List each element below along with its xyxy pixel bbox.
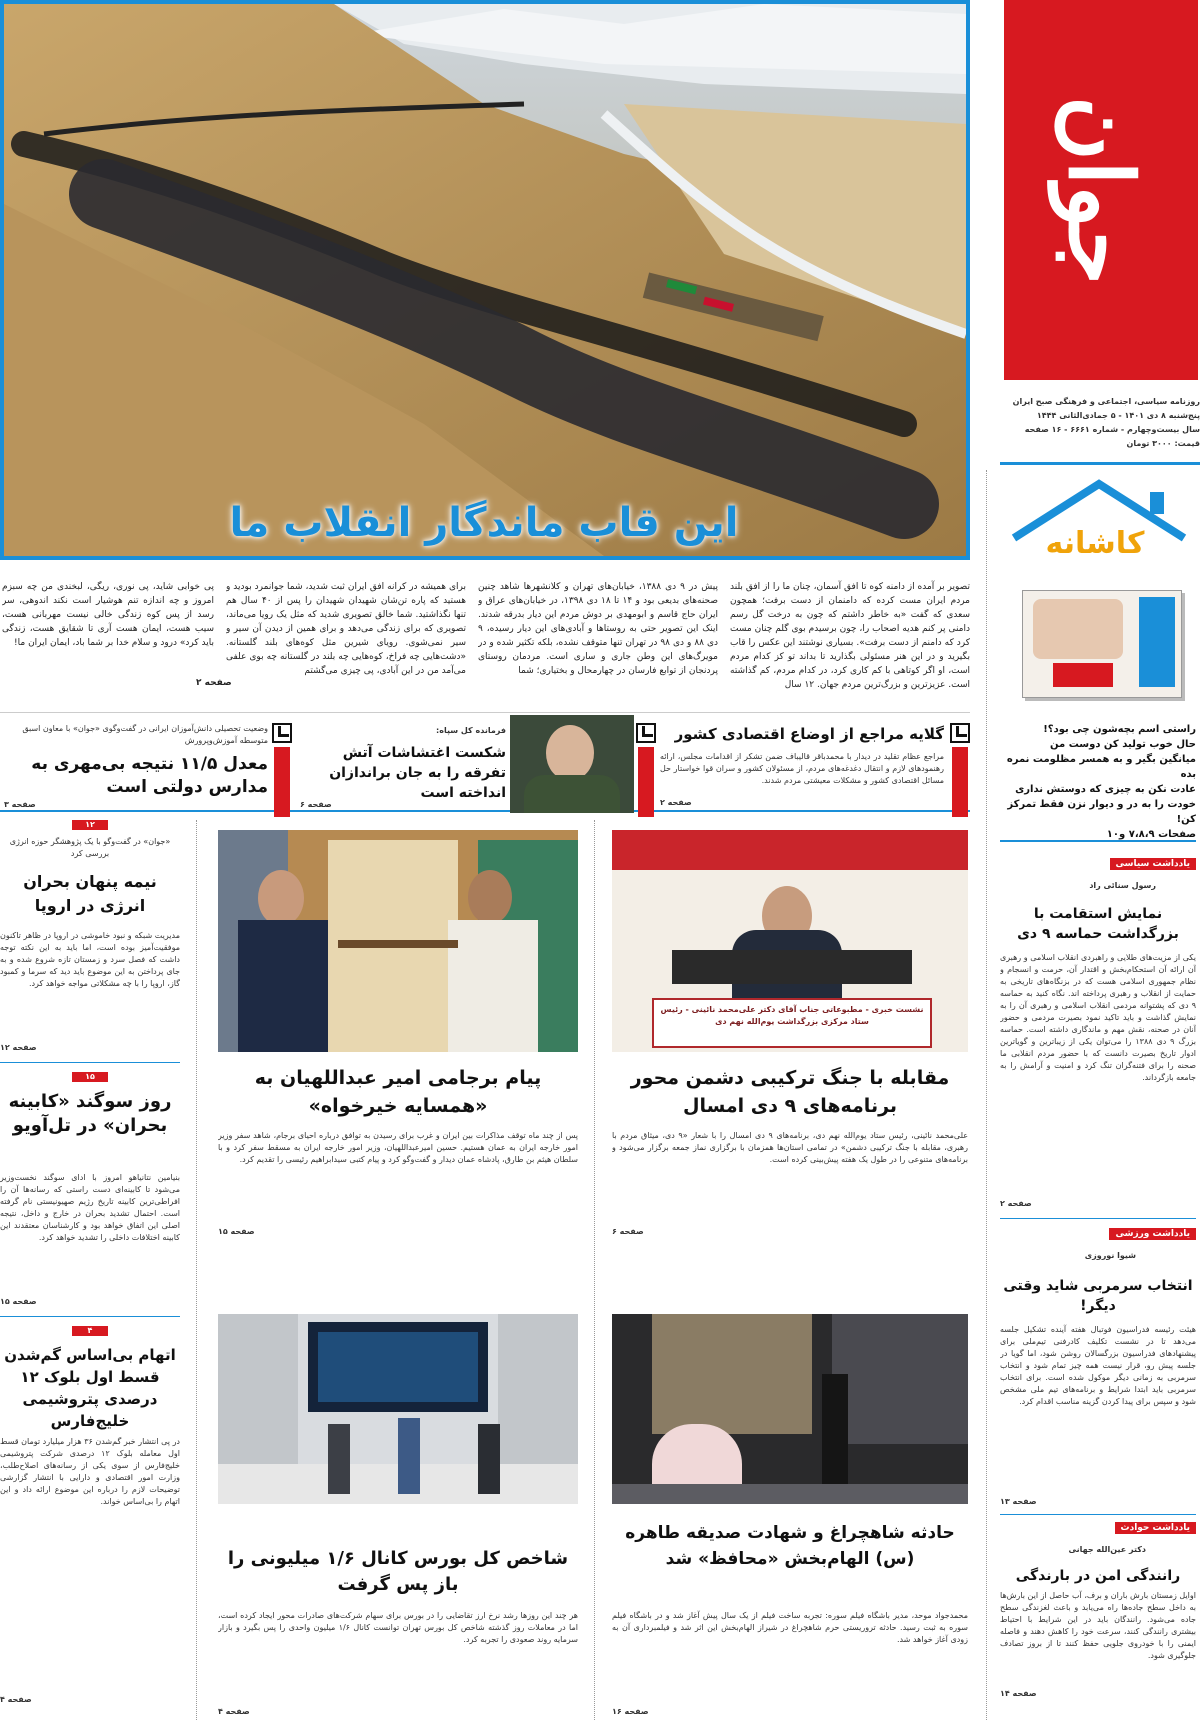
press-conference-photo	[612, 830, 968, 1052]
note1-page: صفحه ۲	[1000, 1199, 1032, 1208]
energy-page: صفحه ۱۲	[0, 1043, 37, 1052]
salami-title[interactable]: شکست اغتشاشات آتش تفرقه را به جان براندازان انداخته است	[329, 745, 506, 801]
masthead-date: پنج‌شنبه ۸ دی ۱۴۰۱ - ۵ جمادی‌الثانی ۱۴۴۴	[1036, 411, 1200, 420]
lead-col-2: پیش در ۹ دی ۱۳۸۸، خیابان‌های تهران و کلانشهرها شاهد چنین صحنه‌های بدیعی بود و ۱۴ تا ۱۸ دی ۱۳۹۸، در خیابان‌های عراق و ایران حاج قاسم و ابومهدی بر دوش مردم این ‌دیار بدرقه شدند. اینک این تصویر حتی به روستاها و آبادی‌های این دیار رسیده، ۹ دی ۸۸ و دی ۹۸ در تهران تنها متوقف نشده، بلکه تکثیر شده و در مویرگ‌های این وطن جاری و ساری است. مردمان روستای پردنجان از توابع فارسان در چهارمحال و بختیاری؛ شما	[478, 582, 718, 676]
note2-tag: یادداشت ورزشی	[1109, 1228, 1196, 1240]
list-item[interactable]: میانگین بگیر و به همسر مظلومت نمره بده	[1006, 754, 1196, 780]
section-icon	[636, 723, 656, 743]
masthead-line1: روزنامه سیاسی، اجتماعی و فرهنگی صبح ایران	[1012, 397, 1200, 406]
main-photo	[0, 0, 970, 560]
masthead-price: قیمت: ۳۰۰۰ تومان	[1126, 439, 1200, 448]
economy-title[interactable]: گلایه مراجع از اوضاع اقتصادی کشور	[674, 725, 944, 743]
oman-text: پس از چند ماه توقف مذاکرات بین ایران و غرب برای رسیدن به توافق درباره احیای برجام، شاهد سفر وزیر امور خارجه ایران به عمان هستیم. حسین امیرعبداللهیان، وزیر امور خارجه ایران به مسقط سفر کرد و با سلطان هیثم بن طارق، پادشاه عمان دیدار و گفت‌وگو کرد و پیام کتبی سیدابراهیم رئیسی را تقدیم کرد.	[218, 1131, 578, 1164]
oman-page: صفحه ۱۵	[218, 1227, 255, 1236]
list-pages: صفحات ۷،۸،۹ و۱۰	[1106, 829, 1196, 840]
main-headline: این قاب ماندگار انقلاب ما	[229, 500, 739, 546]
israel-title[interactable]: روز سوگند «کابینه بحران» در تل‌آویو	[8, 1091, 172, 1136]
salami-page: صفحه ۶	[300, 800, 332, 809]
list-item[interactable]: حال خوب تولید کن دوست من	[1050, 739, 1196, 750]
hybrid-title[interactable]: مقابله با جنگ ترکیبی دشمن محور برنامه‌های ۹ دی امسال	[630, 1067, 950, 1117]
hybrid-text: علی‌محمد نائینی، رئیس ستاد یوم‌الله نهم دی، برنامه‌های ۹ دی امسال را با شعار «۹ دی، میثاق مردم با رهبری، مقابله با جنگ ترکیبی دشمن» در تمامی استان‌ها همزمان با برگزاری نماز جمعه برگزار می‌شود و برنامه‌های متنوعی را در طول یک هفته پیش‌بینی کرده است.	[612, 1131, 968, 1164]
note3-page: صفحه ۱۴	[1000, 1689, 1037, 1698]
israel-text: بنیامین نتانیاهو امروز با ادای سوگند نخست‌وزیر می‌شود تا کابینه‌ای دست راستی که رسانه‌ها آن را افراطی‌ترین کابینه تاریخ رژیم صهیونیستی نام گرفته است. احتمال تشدید بحران در خارج و داخل، نتیجه اصلی این اتفاق خواهد بود و کارشناسان معتقدند این کابینه اختلافات داخلی را تشدید خواهد کرد.	[0, 1173, 180, 1242]
lead-col-1: تصویر بر آمده از دامنه کوه تا افق آسمان، چنان ما را از افق بلند مردم ایران مست کرده که دامنمان از دست برفت؛ همچون سعدی که گفت «به خاطر داشتم که چون به درخت گل رسم دامنی پر کنم هدیه اصحاب را، چون برسیدم بوی گلم چنان مست کرد که دامنم از دست برفت». بسیاری نوشتند این عکس را قاب بگیرید و در این هنر مسئولی بگذارید تا بداند تو کز کدام مردم است، او اگر کوتاهی با کم کاری کرد، در کدام مردم، کم گذاشته است. عزیزترین و بزرگ‌ترین مردم جهان. ۱۲ سال	[730, 582, 970, 690]
kashaneh-title: کاشانه	[1045, 526, 1145, 561]
note1-author: رسول سنائی راد	[1089, 881, 1156, 890]
gas-title[interactable]: اتهام بی‌اساس گم‌شدن قسط اول بلوک ۱۲ درصدی پتروشیمی خلیج‌فارس	[4, 1346, 176, 1430]
note2-text: هیئت رئیسه فدراسیون فوتبال هفته آینده تشکیل جلسه می‌دهد تا در نشست تکلیف کادرفنی تیم‌ملی برای پیشنهادهای فدراسیون بزرگسالان روشن شود، اما گویا در جلسه پیش رو، قرار نیست همه چیز تمام شود و انتخاب سرمربی به زمانی دیگر موکول شده است. برای انتخاب سرمربی باید ابتدا شرایط و برنامه‌های تیم ملی مشخص شود و سپس برای پیدا کردن گزینه مناسب اقدام کرد.	[1000, 1325, 1196, 1406]
hybrid-page: صفحه ۶	[612, 1227, 644, 1236]
lead-col-4: پی خوابی شاید، پی نوری، ریگی، لبخندی من چه سبزم امروز و چه اندازه تنم هوشیار است نکند اندوهی، سر رسد از پس کوه زندگی خالی نیست مهربانی هست، سیب هست، ایمان هست آری تا شقایق هست، زندگی باید کرد» درود و سلام خدا بر شما باد، ایمان ایران ما!	[2, 582, 214, 648]
kashaneh-cover-image	[1022, 590, 1182, 698]
energy-title[interactable]: نیمه پنهان بحران انرژی در اروپا	[23, 872, 157, 915]
note3-tag: یادداشت حوادث	[1115, 1522, 1196, 1534]
education-kicker: وضعیت تحصیلی دانش‌آموزان ایرانی در گفت‌وگوی «جوان» با معاون اسبق متوسطه آموزش‌وپرورش	[22, 724, 268, 745]
section-icon	[950, 723, 970, 743]
note3-title: رانندگی امن در بارندگی	[1015, 1568, 1181, 1584]
press-caption: نشست خبری - مطبوعاتی جناب آقای دکتر علی‌محمد نائینی - رئیس ستاد مرکزی بزرگداشت یوم‌الله نهم دی	[660, 1005, 924, 1026]
note3-text: اوایل زمستان بارش باران و برف، آب حاصل از این بارش‌ها به داخل سطح جاده‌ها راه می‌یابد و باعث لغزندگی سطح جاده می‌شود. رانندگان باید در این شرایط با احتیاط بیشتری رانندگی کنند، سرعت خود را کاهش دهند و فاصله ایمنی را با خودروی جلویی حفظ کنند تا از بروز تصادف جلوگیری شود.	[1000, 1591, 1196, 1660]
lead-col-3: برای همیشه در کرانه افق ایران ثبت شدید، شما جوانمرد بودید و هستید که پاره تن‌شان شهیدان شهیدان را پس از ۴۰ سال هم تنها نگذاشتید. شما خالق تصویری شدید که مثل یک رویا می‌ماند، تصویری که برای زندگی می‌دهد و برای همین از دیدن آن سیر و سیر نمی‌شوی. رویای شیرین مثل کوه‌های بلند گلستانه. «دشت‌هایی چه فراخ، کوه‌هایی چه بلند در گلستانه چه بوی علفی می‌آمد من در این آبادی، پی چیزی می‌گشتم	[226, 582, 466, 676]
page-badge: ۱۲	[72, 820, 108, 830]
bourse-title[interactable]: شاخص کل بورس کانال ۱/۶ میلیونی را باز پس گرفت	[227, 1548, 569, 1595]
energy-kicker: «جوان» در گفت‌وگو با یک پژوهشگر حوزه انرژی بررسی کرد	[9, 837, 171, 858]
funeral-procession-photo	[4, 4, 966, 556]
economy-text: مراجع عظام تقلید در دیدار با محمدباقر قالیباف ضمن تشکر از اقدامات مجلس، ارائه رهنمودهای لازم و انتقال دغدغه‌های مردم، از مسئولان کشور و سران قوا خواستار حل مسائل اقتصادی کشور و مشکلات معیشتی مردم شدند.	[660, 752, 944, 785]
economy-label	[952, 747, 968, 817]
oman-meeting-photo	[218, 830, 578, 1052]
salami-kicker: فرمانده کل سپاه:	[436, 726, 506, 735]
section-icon	[272, 723, 292, 743]
masthead-logo	[1004, 0, 1198, 380]
shrine-text: محمدجواد موحد، مدیر باشگاه فیلم سوره: تجربه ساخت فیلم از یک‌ سال پیش آغاز شد و در باشگاه فیلم سوره به ثبت رسید. حادثه تروریستی حرم شاهچراغ در شیراز الهام‌بخش این اثر شد و فیلمبرداری آن به زودی آغاز خواهد شد.	[612, 1611, 968, 1644]
masthead-divider	[1000, 462, 1200, 465]
teaser-row	[0, 712, 970, 812]
energy-text: مدیریت شبکه و نبود خاموشی در اروپا در ظاهر تاکنون موفقیت‌آمیز بوده است، اما باید به این نکته توجه داشت که فصل سرد و زمستان تازه شروع شده و به جای پرداختن به این موضوع باید دید که سرما و کمبود گاز، اروپا را با چه مشکلاتی مواجه خواهد کرد.	[0, 931, 180, 988]
israel-page: صفحه ۱۵	[0, 1297, 37, 1306]
note1-tag: یادداشت سیاسی	[1110, 858, 1196, 870]
bourse-page: صفحه ۴	[218, 1707, 250, 1716]
salami-label	[638, 747, 654, 817]
economy-page: صفحه ۲	[660, 798, 692, 807]
gas-page: صفحه ۴	[0, 1695, 32, 1704]
column-divider	[594, 820, 595, 1720]
list-item[interactable]: خودت را به در و دیوار نزن فقط تمرکز کن!	[1007, 799, 1196, 825]
column-divider	[986, 470, 987, 1720]
kashaneh-list	[1000, 722, 1196, 840]
lead-col-4-page: صفحه ۲	[196, 678, 232, 688]
note1-text: یکی از مزیت‌های طلایی و راهبردی انقلاب اسلامی و رهبری آن ارائه آن استحکام‌بخش و اقتدار آن، حرمت و انسجام و نظام جمهوری اسلامی هست که در بزنگاه‌های تاریخی به حمایت از انقلاب و رهبری پرداخته اند. نگاه کنید به حماسه ۹ دی که پشتوانه مردمی انقلاب اسلامی و رهبری آن را به نمایش گذاشت و باید تاکید نمود بصیرت مردمی و حضور آنان در صحنه، نقش مهم و ماندگاری داشته است. حماسه بزرگ ۹ دی ۱۳۸۸ را می‌توان یکی از زیباترین و گویاترین ادوار تاریخ بصیرت دانست که با حضور مردم انقلابی ما صحنه را برای فتنه‌گران تنگ کرد و امنیت و آرامش را به جامعه بازگرداند.	[1000, 953, 1196, 1082]
note3-author: دکتر عین‌الله جهانی	[1068, 1545, 1146, 1554]
note2-title: انتخاب سرمربی شاید وقتی دیگر!	[1003, 1278, 1193, 1314]
page-badge: ۴	[72, 1326, 108, 1336]
bourse-text: هر چند این روزها رشد نرخ ارز تقاضایی را در بورس برای سهام شرکت‌های صادرات محور ایجاد کرده است، اما در معاملات روز گذشته شاخص کل بورس تهران توانست کانال ۱/۶ میلیون واحدی را پس بگیرد و بازار سرمایه روند صعودی را تجربه کرد.	[218, 1611, 578, 1644]
education-label	[274, 747, 290, 817]
masthead-issue: سال بیست‌وچهارم - شماره ۶۶۶۱ - ۱۶ صفحه	[1024, 425, 1200, 434]
column-divider	[196, 820, 197, 1720]
left-column	[0, 820, 180, 1720]
page-badge: ۱۵	[72, 1072, 108, 1082]
education-page: صفحه ۳	[4, 800, 36, 809]
list-item[interactable]: راستی اسم بچه‌شون چی بود؟!	[1043, 724, 1196, 735]
right-notes	[1000, 840, 1196, 1720]
shrine-photo	[612, 1314, 968, 1504]
kashaneh-box	[1000, 470, 1200, 720]
logo-text: جوان	[1049, 95, 1153, 285]
list-item[interactable]: عادت نکن به چیزی که دوستش نداری	[1015, 784, 1196, 795]
gas-text: در پی انتشار خبر گم‌شدن ۳۶ هزار میلیارد تومان قسط اول معامله بلوک ۱۲ درصدی شرکت پتروشیمی خلیج‌فارس از سوی یکی از رسانه‌های اصلاح‌طلب، وزارت امور اقتصادی و دارایی با انتشار گزارشی توضیحات لازم را درباره این موضوع ارائه داد و این اتهام را بی‌اساس خواند.	[0, 1437, 180, 1506]
education-title[interactable]: معدل ۱۱/۵ نتیجه بی‌مهری به مدارس دولتی است	[31, 754, 268, 797]
shrine-page: صفحه ۱۶	[612, 1707, 649, 1716]
note2-author: شیوا نوروزی	[1084, 1251, 1136, 1260]
note2-page: صفحه ۱۳	[1000, 1497, 1037, 1506]
masthead	[1000, 0, 1200, 470]
shrine-title[interactable]: حادثه شاهچراغ و شهادت صدیقه طاهره (س) الهام‌بخش «محافظ» شد	[625, 1523, 955, 1569]
note1-title: نمایش استقامت با بزرگداشت حماسه ۹ دی	[1017, 906, 1179, 942]
oman-title[interactable]: پیام برجامی امیر عبداللهیان به «همسایه خیرخواه»	[254, 1067, 542, 1117]
stock-exchange-photo	[218, 1314, 578, 1504]
salami-portrait	[510, 715, 634, 813]
